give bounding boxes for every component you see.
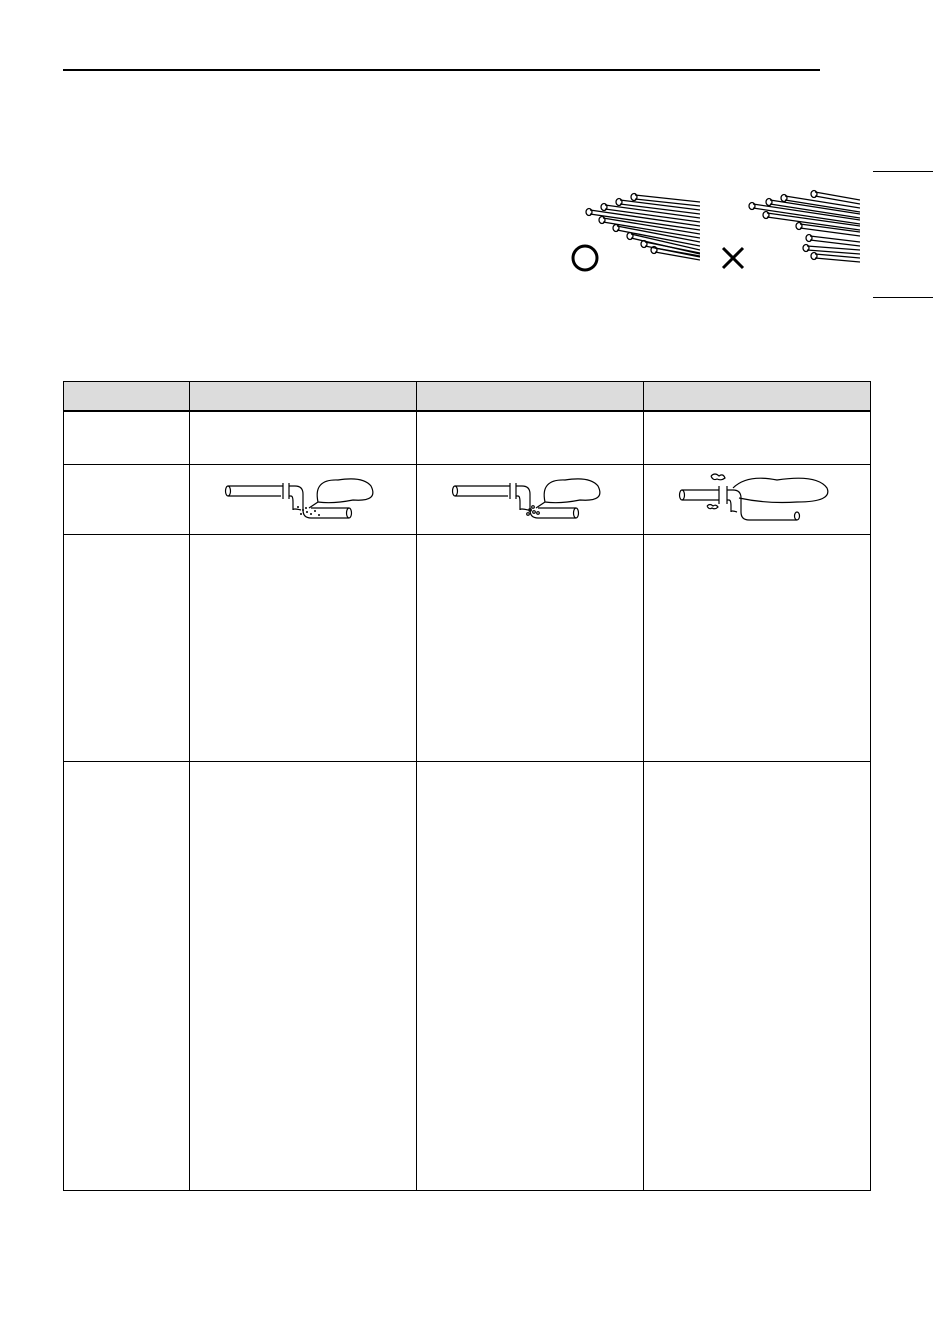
table-cell — [64, 534, 190, 761]
pipe-stubs-uneven — [749, 191, 860, 263]
table-cell — [644, 762, 871, 1191]
table-cell — [644, 465, 871, 534]
table-header-cell — [190, 382, 417, 412]
table-cell — [64, 762, 190, 1191]
table-cell — [644, 411, 871, 465]
table-cell — [644, 534, 871, 761]
cross-icon — [723, 248, 743, 268]
table-row — [64, 762, 871, 1191]
side-tab-top-rule — [873, 171, 933, 172]
troubleshooting-table-container — [63, 381, 870, 1191]
table-header-cell — [417, 382, 644, 412]
pipe-leak-illustration — [677, 472, 837, 524]
table-header-row — [64, 382, 871, 412]
pipe-moisture-illustration — [450, 474, 610, 522]
table-cell — [417, 534, 644, 761]
table-cell — [64, 465, 190, 534]
table-cell — [417, 465, 644, 534]
troubleshooting-table — [63, 381, 871, 1191]
table-row — [64, 411, 871, 465]
table-header-cell — [644, 382, 871, 412]
pipe-bundle-incorrect-illustration — [715, 180, 860, 280]
pipe-debris-illustration — [223, 474, 383, 522]
table-cell — [190, 465, 417, 534]
table-cell — [64, 411, 190, 465]
circle-icon — [573, 246, 597, 270]
table-cell — [190, 534, 417, 761]
table-header-cell — [64, 382, 190, 412]
table-cell — [190, 411, 417, 465]
table-row — [64, 465, 871, 534]
header-rule — [63, 69, 820, 71]
table-cell — [190, 762, 417, 1191]
pipe-stubs-aligned — [586, 194, 700, 261]
pipe-bundle-correct-illustration — [555, 180, 700, 280]
table-row — [64, 534, 871, 761]
side-tab-bottom-rule — [873, 297, 933, 298]
table-cell — [417, 411, 644, 465]
table-cell — [417, 762, 644, 1191]
